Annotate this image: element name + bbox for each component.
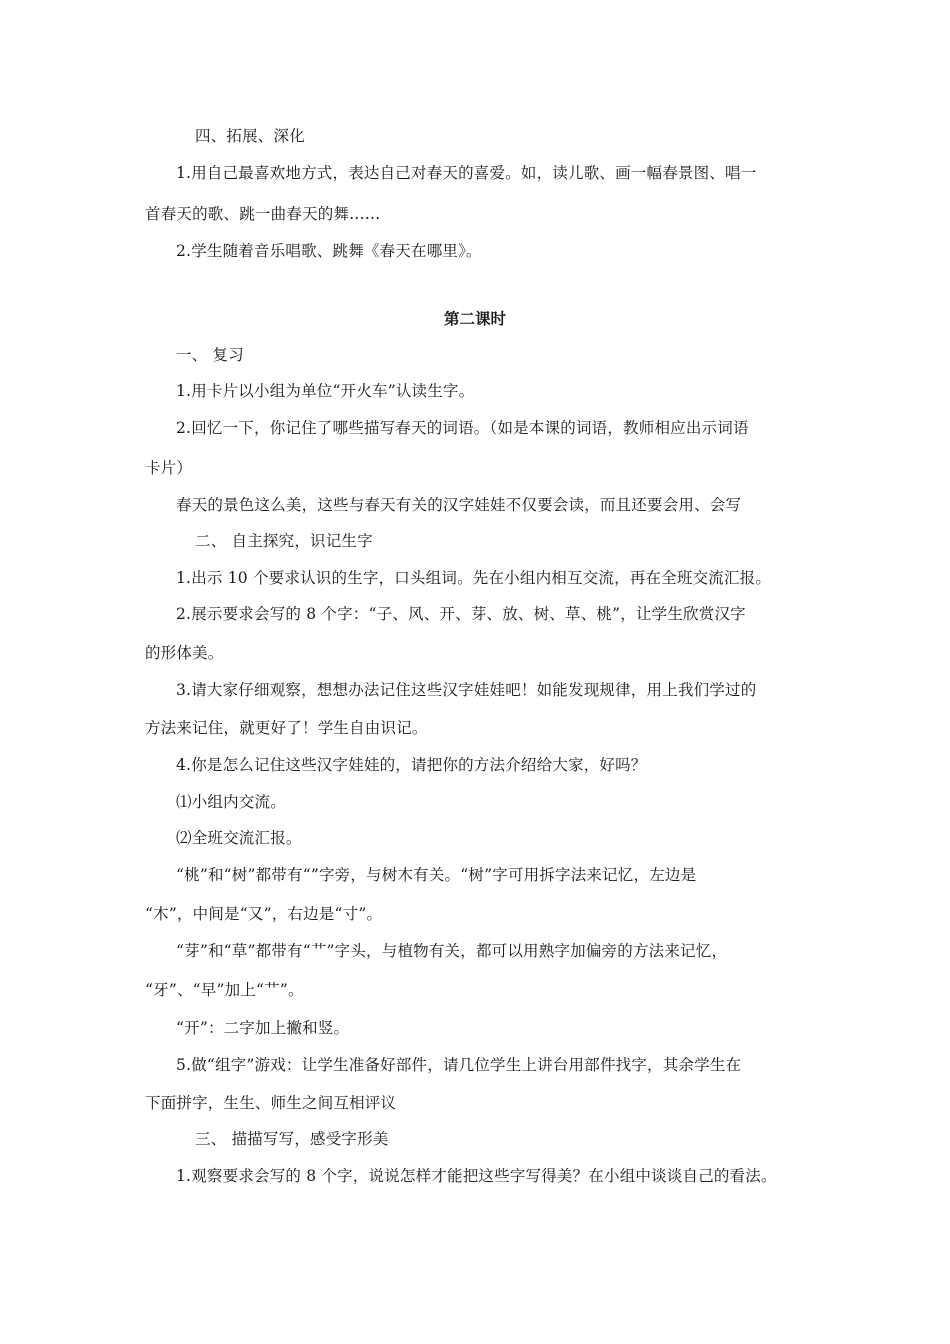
paragraph-line: 1.用卡片以小组为单位“开火车”认读生字。 <box>176 382 475 400</box>
paragraph-line: 下面拼字，生生、师生之间互相评议 <box>145 1094 397 1112</box>
paragraph-line: 2.学生随着音乐唱歌、跳舞《春天在哪里》。 <box>176 242 482 260</box>
paragraph-line: ⑵全班交流汇报。 <box>176 829 302 847</box>
paragraph-line: 2.回忆一下，你记住了哪些描写春天的词语。（如是本课的词语，教师相应出示词语 <box>176 419 749 437</box>
section-heading-extend: 四、拓展、深化 <box>195 127 305 145</box>
section-heading-review: 一、 复习 <box>176 346 244 364</box>
paragraph-line: “开”：二字加上撇和竖。 <box>176 1019 350 1037</box>
paragraph-line: 卡片） <box>145 459 193 477</box>
paragraph-line: “牙”、“早”加上“艹”。 <box>145 981 304 999</box>
paragraph-line: 春天的景色这么美，这些与春天有关的汉字娃娃不仅要会读，而且还要会用、会写 <box>176 496 742 514</box>
paragraph-line: 1.出示 10 个要求认识的生字，口头组词。先在小组内相互交流，再在全班交流汇报。 <box>176 569 772 587</box>
paragraph-line: 的形体美。 <box>145 644 224 662</box>
section-heading-explore: 二、 自主探究，识记生字 <box>195 532 373 550</box>
lesson-title: 第二课时 <box>443 310 506 328</box>
paragraph-line: “桃”和“树”都带有“”字旁，与树木有关。“树”字可用拆字法来记忆，左边是 <box>176 866 697 884</box>
paragraph-line: 首春天的歌、跳一曲春天的舞…… <box>145 205 381 223</box>
paragraph-line: 1.观察要求会写的 8 个字，说说怎样才能把这些字写得美？在小组中谈谈自己的看法。 <box>176 1167 777 1185</box>
section-heading-writing: 三、 描描写写，感受字形美 <box>195 1130 389 1148</box>
paragraph-line: 5.做“组字”游戏：让学生准备好部件，请几位学生上讲台用部件找字，其余学生在 <box>176 1056 742 1074</box>
paragraph-line: 2.展示要求会写的 8 个字：“子、风、开、芽、放、树、草、桃”，让学生欣赏汉字 <box>176 605 746 623</box>
paragraph-line: “芽”和“草”都带有“艹”字头，与植物有关，都可以用熟字加偏旁的方法来记忆， <box>176 942 728 960</box>
paragraph-line: 1.用自己最喜欢地方式，表达自己对春天的喜爱。如，读儿歌、画一幅春景图、唱一 <box>176 164 757 182</box>
paragraph-line: “木”，中间是“又”，右边是“寸”。 <box>145 905 383 923</box>
paragraph-line: 3.请大家仔细观察，想想办法记住这些汉字娃娃吧！如能发现规律，用上我们学过的 <box>176 681 757 699</box>
paragraph-line: ⑴小组内交流。 <box>176 793 286 811</box>
paragraph-line: 4.你是怎么记住这些汉字娃娃的，请把你的方法介绍给大家，好吗？ <box>176 756 647 774</box>
paragraph-line: 方法来记住，就更好了！学生自由识记。 <box>145 719 428 737</box>
